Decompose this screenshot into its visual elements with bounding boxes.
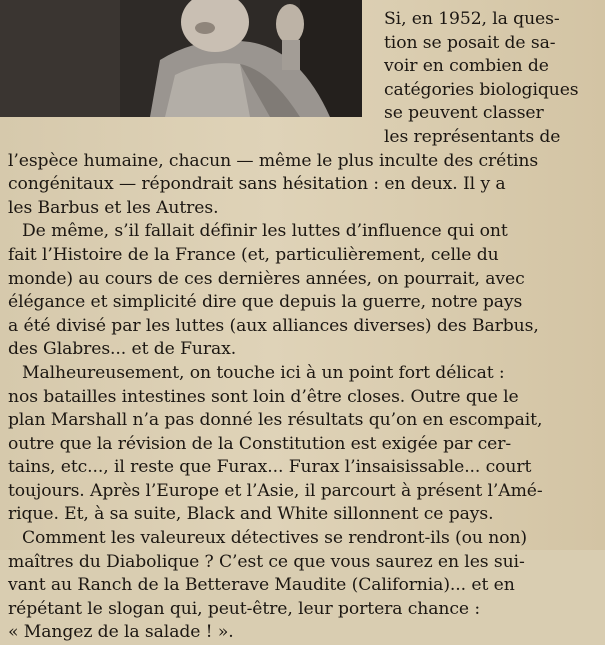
- text-line: élégance et simplicité dire que depuis la guerre, notre pays: [8, 292, 523, 313]
- article-text: [8, 0, 601, 645]
- text-line: fait l’Histoire de la France (et, particulièrement, celle du: [8, 244, 499, 265]
- paragraph-2: [8, 220, 601, 362]
- text-line: a été divisé par les luttes (aux alliances diverses) des Barbus,: [8, 315, 539, 336]
- paragraph-1: [8, 0, 601, 220]
- text-line: catégories biologiques: [384, 79, 579, 100]
- text-line: répétant le slogan qui, peut-être, leur portera chance :: [8, 598, 481, 619]
- text-line: nos batailles intestines sont loin d’être closes. Outre que le: [8, 386, 519, 407]
- paragraph-3: [8, 362, 601, 527]
- paragraph-4: [8, 527, 601, 645]
- text-line: toujours. Après l’Europe et l’Asie, il parcourt à présent l’Amé-: [8, 480, 543, 501]
- text-line: plan Marshall n’a pas donné les résultats qu’on en escompait,: [8, 410, 543, 431]
- text-line: vant au Ranch de la Betterave Maudite (California)... et en: [8, 575, 515, 596]
- text-line: tains, etc..., il reste que Furax... Furax l’insaisissable... court: [8, 457, 532, 478]
- text-line: tion se posait de sa-: [384, 32, 556, 53]
- text-line: se peuvent classer: [384, 103, 544, 124]
- text-line: l’espèce humaine, chacun — même le plus inculte des crétins: [8, 150, 539, 171]
- text-line: maîtres du Diabolique ? C’est ce que vous saurez en les sui-: [8, 551, 525, 572]
- text-line: voir en combien de: [384, 56, 549, 77]
- text-line: Comment les valeureux détectives se rendront-ils (ou non): [22, 528, 528, 549]
- text-line: outre que la révision de la Constitution est exigée par cer-: [8, 433, 512, 454]
- text-line: congénitaux — répondrait sans hésitation : en deux. Il y a: [8, 174, 506, 195]
- text-line: De même, s’il fallait définir les luttes d’influence qui ont: [22, 221, 508, 242]
- text-line: monde) au cours de ces dernières années, on pourrait, avec: [8, 268, 525, 289]
- text-line: Malheureusement, on touche ici à un point fort délicat :: [22, 362, 505, 383]
- text-line: rique. Et, à sa suite, Black and White sillonnent ce pays.: [8, 504, 494, 525]
- text-line: Si, en 1952, la ques-: [384, 9, 560, 29]
- text-line: des Glabres... et de Furax.: [8, 339, 237, 360]
- text-line: les représentants de: [384, 126, 561, 147]
- text-line: les Barbus et les Autres.: [8, 197, 219, 218]
- text-line: « Mangez de la salade ! ».: [8, 622, 234, 643]
